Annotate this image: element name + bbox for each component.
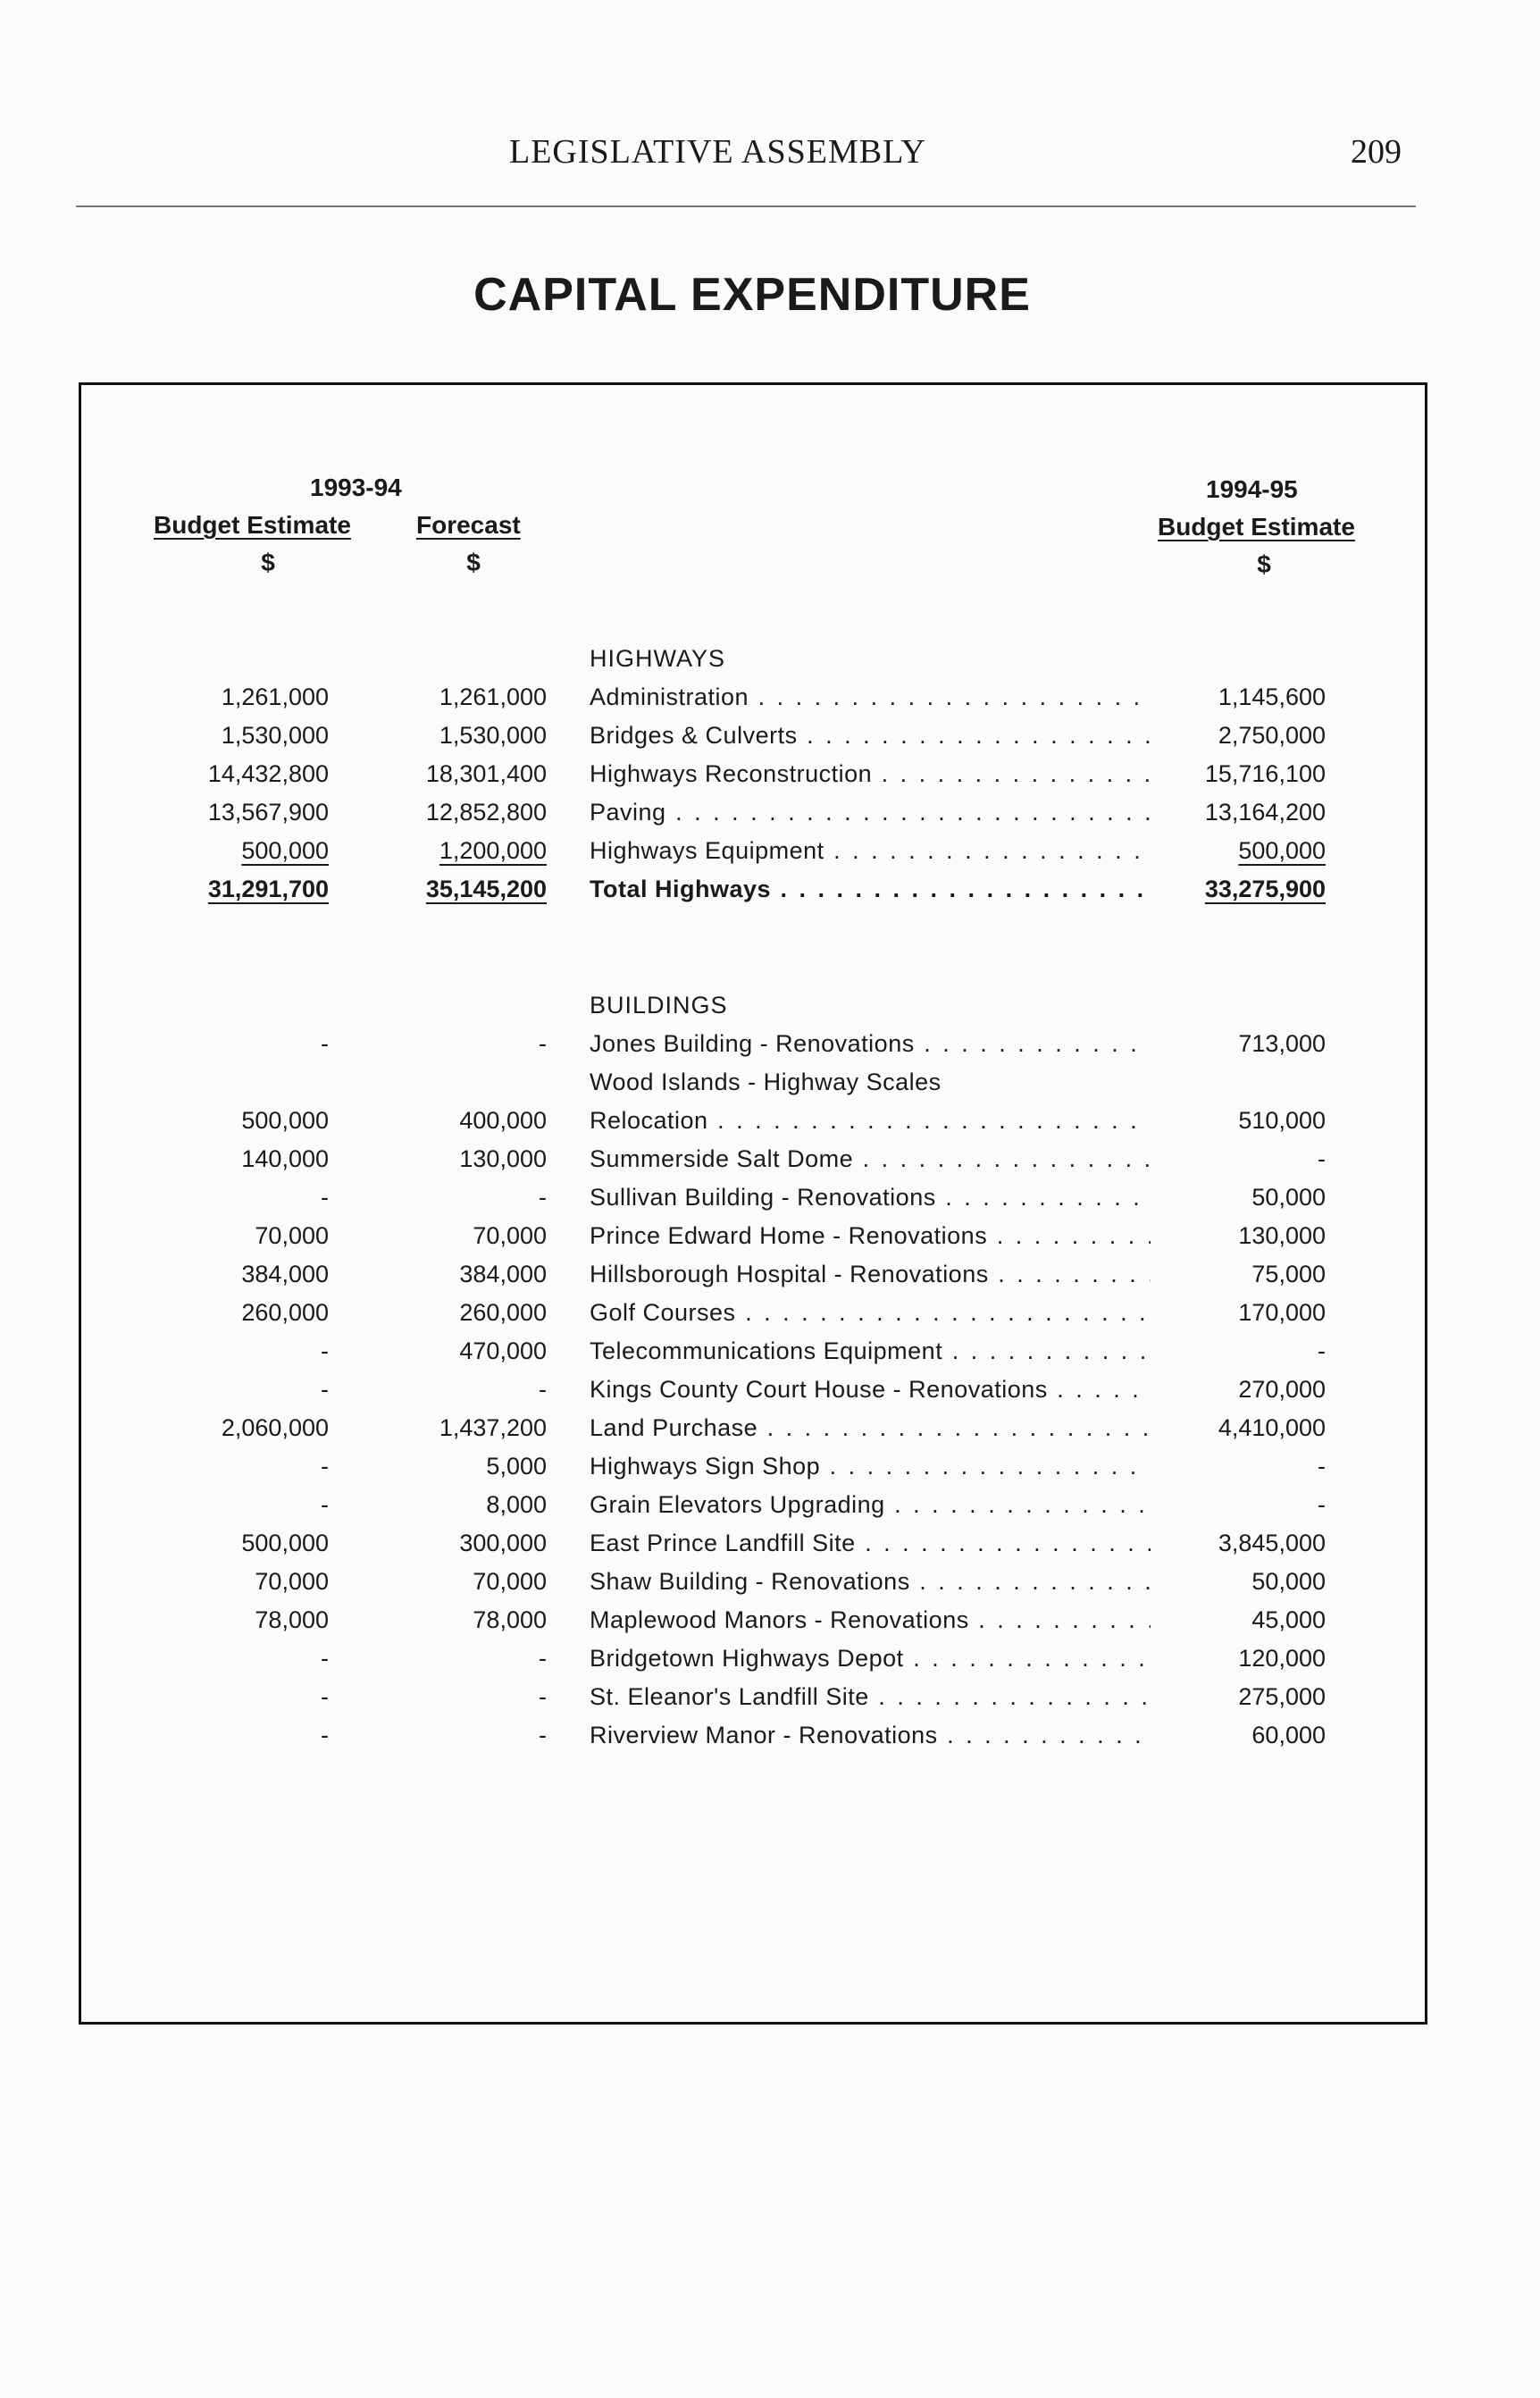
forecast-1993-94-cell: 8,000 (486, 1491, 547, 1518)
table-row (0, 1491, 1540, 1530)
forecast-1993-94-cell: 12,852,800 (425, 799, 547, 826)
budget-1994-95-cell: 275,000 (1238, 1683, 1326, 1710)
item-label: Telecommunications Equipment . . . (590, 1337, 1151, 1365)
forecast-1993-94-cell: 5,000 (486, 1453, 547, 1480)
table-row (0, 1030, 1540, 1069)
item-label: East Prince Landfill Site . . . (590, 1530, 1151, 1557)
item-label: BUILDINGS (590, 992, 728, 1019)
budget-1994-95-cell: 510,000 (1238, 1107, 1326, 1134)
table-row (0, 1722, 1540, 1760)
table-row (0, 837, 1540, 876)
item-label: Highways Equipment . . . (590, 837, 1151, 865)
budget-1994-95-cell: 60,000 (1251, 1722, 1326, 1748)
forecast-1993-94-cell: 260,000 (459, 1299, 547, 1326)
budget-1994-95-cell: 15,716,100 (1204, 760, 1326, 787)
item-label: Summerside Salt Dome . . . (590, 1145, 1151, 1173)
table-row (0, 1530, 1540, 1568)
budget-1994-95-cell: 1,145,600 (1218, 683, 1326, 710)
budget-1993-94-cell: 140,000 (241, 1145, 329, 1172)
budget-1993-94-cell: 500,000 (241, 1107, 329, 1134)
header-divider (76, 205, 1416, 207)
item-label: Total Highways . . . (590, 876, 1151, 903)
budget-1993-94-cell: 70,000 (255, 1222, 329, 1249)
table-row (0, 1376, 1540, 1414)
budget-1993-94-cell: 260,000 (241, 1299, 329, 1326)
item-label: Prince Edward Home - Renovations . . . (590, 1222, 1151, 1250)
budget-1994-95-cell: 75,000 (1251, 1261, 1326, 1287)
budget-1993-94-cell: 14,432,800 (207, 760, 329, 787)
page-title: CAPITAL EXPENDITURE (473, 269, 1031, 321)
header-forecast: Forecast (416, 511, 521, 539)
item-label: Paving . . . (590, 799, 1151, 826)
budget-1994-95-cell: 500,000 (1238, 837, 1326, 864)
budget-1993-94-cell: 31,291,700 (207, 876, 329, 902)
item-label: St. Eleanor's Landfill Site . . . (590, 1683, 1151, 1711)
table-row (0, 683, 1540, 722)
item-label: HIGHWAYS (590, 645, 726, 672)
item-label: Administration . . . (590, 683, 1151, 711)
forecast-1993-94-cell: 130,000 (459, 1145, 547, 1172)
forecast-1993-94-cell: 1,261,000 (439, 683, 547, 710)
running-head-title: LEGISLATIVE ASSEMBLY (509, 133, 926, 171)
item-label: Highways Sign Shop . . . (590, 1453, 1151, 1480)
table-row (0, 1145, 1540, 1184)
forecast-1993-94-cell: 300,000 (459, 1530, 547, 1556)
forecast-1993-94-cell: - (539, 1722, 547, 1748)
header-year-prior: 1993-94 (310, 474, 402, 501)
budget-1993-94-cell: - (321, 1683, 329, 1710)
forecast-1993-94-cell: - (539, 1645, 547, 1672)
table-row (0, 1337, 1540, 1376)
table-row (0, 1453, 1540, 1491)
forecast-1993-94-cell: 470,000 (459, 1337, 547, 1364)
budget-1994-95-cell: 170,000 (1238, 1299, 1326, 1326)
forecast-1993-94-cell: 1,530,000 (439, 722, 547, 749)
table-row (0, 760, 1540, 799)
budget-1993-94-cell: - (321, 1184, 329, 1211)
budget-1993-94-cell: 500,000 (241, 837, 329, 864)
item-label: Land Purchase . . . (590, 1414, 1151, 1442)
budget-1993-94-cell: 2,060,000 (221, 1414, 329, 1441)
table-row (0, 1606, 1540, 1645)
item-label: Wood Islands - Highway Scales (590, 1069, 942, 1095)
forecast-1993-94-cell: 1,437,200 (439, 1414, 547, 1441)
header-currency-prior: $ (261, 549, 275, 576)
item-label: Kings County Court House - Renovations . . . (590, 1376, 1151, 1404)
forecast-1993-94-cell: 1,200,000 (439, 837, 547, 864)
budget-1994-95-cell: 713,000 (1238, 1030, 1326, 1057)
budget-1993-94-cell: - (321, 1722, 329, 1748)
page-number: 209 (1351, 133, 1402, 171)
item-label: Golf Courses . . . (590, 1299, 1151, 1327)
budget-1993-94-cell: - (321, 1453, 329, 1480)
table-row (0, 1299, 1540, 1337)
item-label: Jones Building - Renovations . . . (590, 1030, 1151, 1058)
item-label: Shaw Building - Renovations . . . (590, 1568, 1151, 1596)
budget-1993-94-cell: 1,530,000 (221, 722, 329, 749)
forecast-1993-94-cell: 400,000 (459, 1107, 547, 1134)
budget-1994-95-cell: - (1318, 1453, 1326, 1480)
item-label: Riverview Manor - Renovations . . . (590, 1722, 1151, 1749)
budget-1993-94-cell: 78,000 (255, 1606, 329, 1633)
budget-1994-95-cell: - (1318, 1337, 1326, 1364)
forecast-1993-94-cell: - (539, 1030, 547, 1057)
budget-1994-95-cell: 270,000 (1238, 1376, 1326, 1403)
budget-1993-94-cell: 70,000 (255, 1568, 329, 1595)
forecast-1993-94-cell: - (539, 1683, 547, 1710)
forecast-1993-94-cell: 18,301,400 (425, 760, 547, 787)
section-heading-buildings (0, 992, 1540, 1030)
header-currency-forecast: $ (466, 549, 481, 576)
budget-1993-94-cell: 1,261,000 (221, 683, 329, 710)
table-row (0, 799, 1540, 837)
item-label: Bridges & Culverts . . . (590, 722, 1151, 750)
running-head (0, 132, 1540, 177)
total-row (0, 876, 1540, 914)
budget-1993-94-cell: - (321, 1030, 329, 1057)
budget-1993-94-cell: 13,567,900 (207, 799, 329, 826)
table-row (0, 1414, 1540, 1453)
item-label: Grain Elevators Upgrading . . . (590, 1491, 1151, 1519)
header-year-current: 1994-95 (1206, 475, 1298, 503)
budget-1994-95-cell: 50,000 (1251, 1568, 1326, 1595)
forecast-1993-94-cell: 35,145,200 (425, 876, 547, 902)
header-budget-estimate-current: Budget Estimate (1158, 513, 1355, 541)
budget-1994-95-cell: - (1318, 1491, 1326, 1518)
budget-1993-94-cell: 384,000 (241, 1261, 329, 1287)
budget-1993-94-cell: - (321, 1376, 329, 1403)
header-budget-estimate-prior: Budget Estimate (154, 511, 351, 539)
budget-1994-95-cell: 13,164,200 (1204, 799, 1326, 826)
item-label: Hillsborough Hospital - Renovations . . . (590, 1261, 1151, 1288)
budget-1994-95-cell: 3,845,000 (1218, 1530, 1326, 1556)
budget-1994-95-cell: - (1318, 1145, 1326, 1172)
item-label: Highways Reconstruction . . . (590, 760, 1151, 788)
item-label: Maplewood Manors - Renovations . . . (590, 1606, 1151, 1634)
item-label: Sullivan Building - Renovations . . . (590, 1184, 1151, 1212)
table-row (0, 1184, 1540, 1222)
forecast-1993-94-cell: 78,000 (473, 1606, 547, 1633)
budget-1994-95-cell: 4,410,000 (1218, 1414, 1326, 1441)
table-row (0, 1107, 1540, 1145)
budget-1993-94-cell: 500,000 (241, 1530, 329, 1556)
forecast-1993-94-cell: 384,000 (459, 1261, 547, 1287)
budget-1993-94-cell: - (321, 1645, 329, 1672)
budget-1993-94-cell: - (321, 1491, 329, 1518)
forecast-1993-94-cell: 70,000 (473, 1568, 547, 1595)
table-row (0, 1568, 1540, 1606)
budget-1994-95-cell: 130,000 (1238, 1222, 1326, 1249)
budget-1994-95-cell: 2,750,000 (1218, 722, 1326, 749)
forecast-1993-94-cell: - (539, 1184, 547, 1211)
table-row (0, 722, 1540, 760)
budget-1994-95-cell: 50,000 (1251, 1184, 1326, 1211)
budget-1993-94-cell: - (321, 1337, 329, 1364)
forecast-1993-94-cell: 70,000 (473, 1222, 547, 1249)
forecast-1993-94-cell: - (539, 1376, 547, 1403)
table-row (0, 1683, 1540, 1722)
header-currency-current: $ (1257, 550, 1271, 578)
section-heading-highways (0, 645, 1540, 683)
item-label: Relocation . . . (590, 1107, 1151, 1135)
budget-1994-95-cell: 45,000 (1251, 1606, 1326, 1633)
table-row (0, 1222, 1540, 1261)
table-row (0, 1261, 1540, 1299)
budget-1994-95-cell: 33,275,900 (1204, 876, 1326, 902)
table-row (0, 1069, 1540, 1107)
item-label: Bridgetown Highways Depot . . . (590, 1645, 1151, 1673)
table-row (0, 1645, 1540, 1683)
budget-1994-95-cell: 120,000 (1238, 1645, 1326, 1672)
